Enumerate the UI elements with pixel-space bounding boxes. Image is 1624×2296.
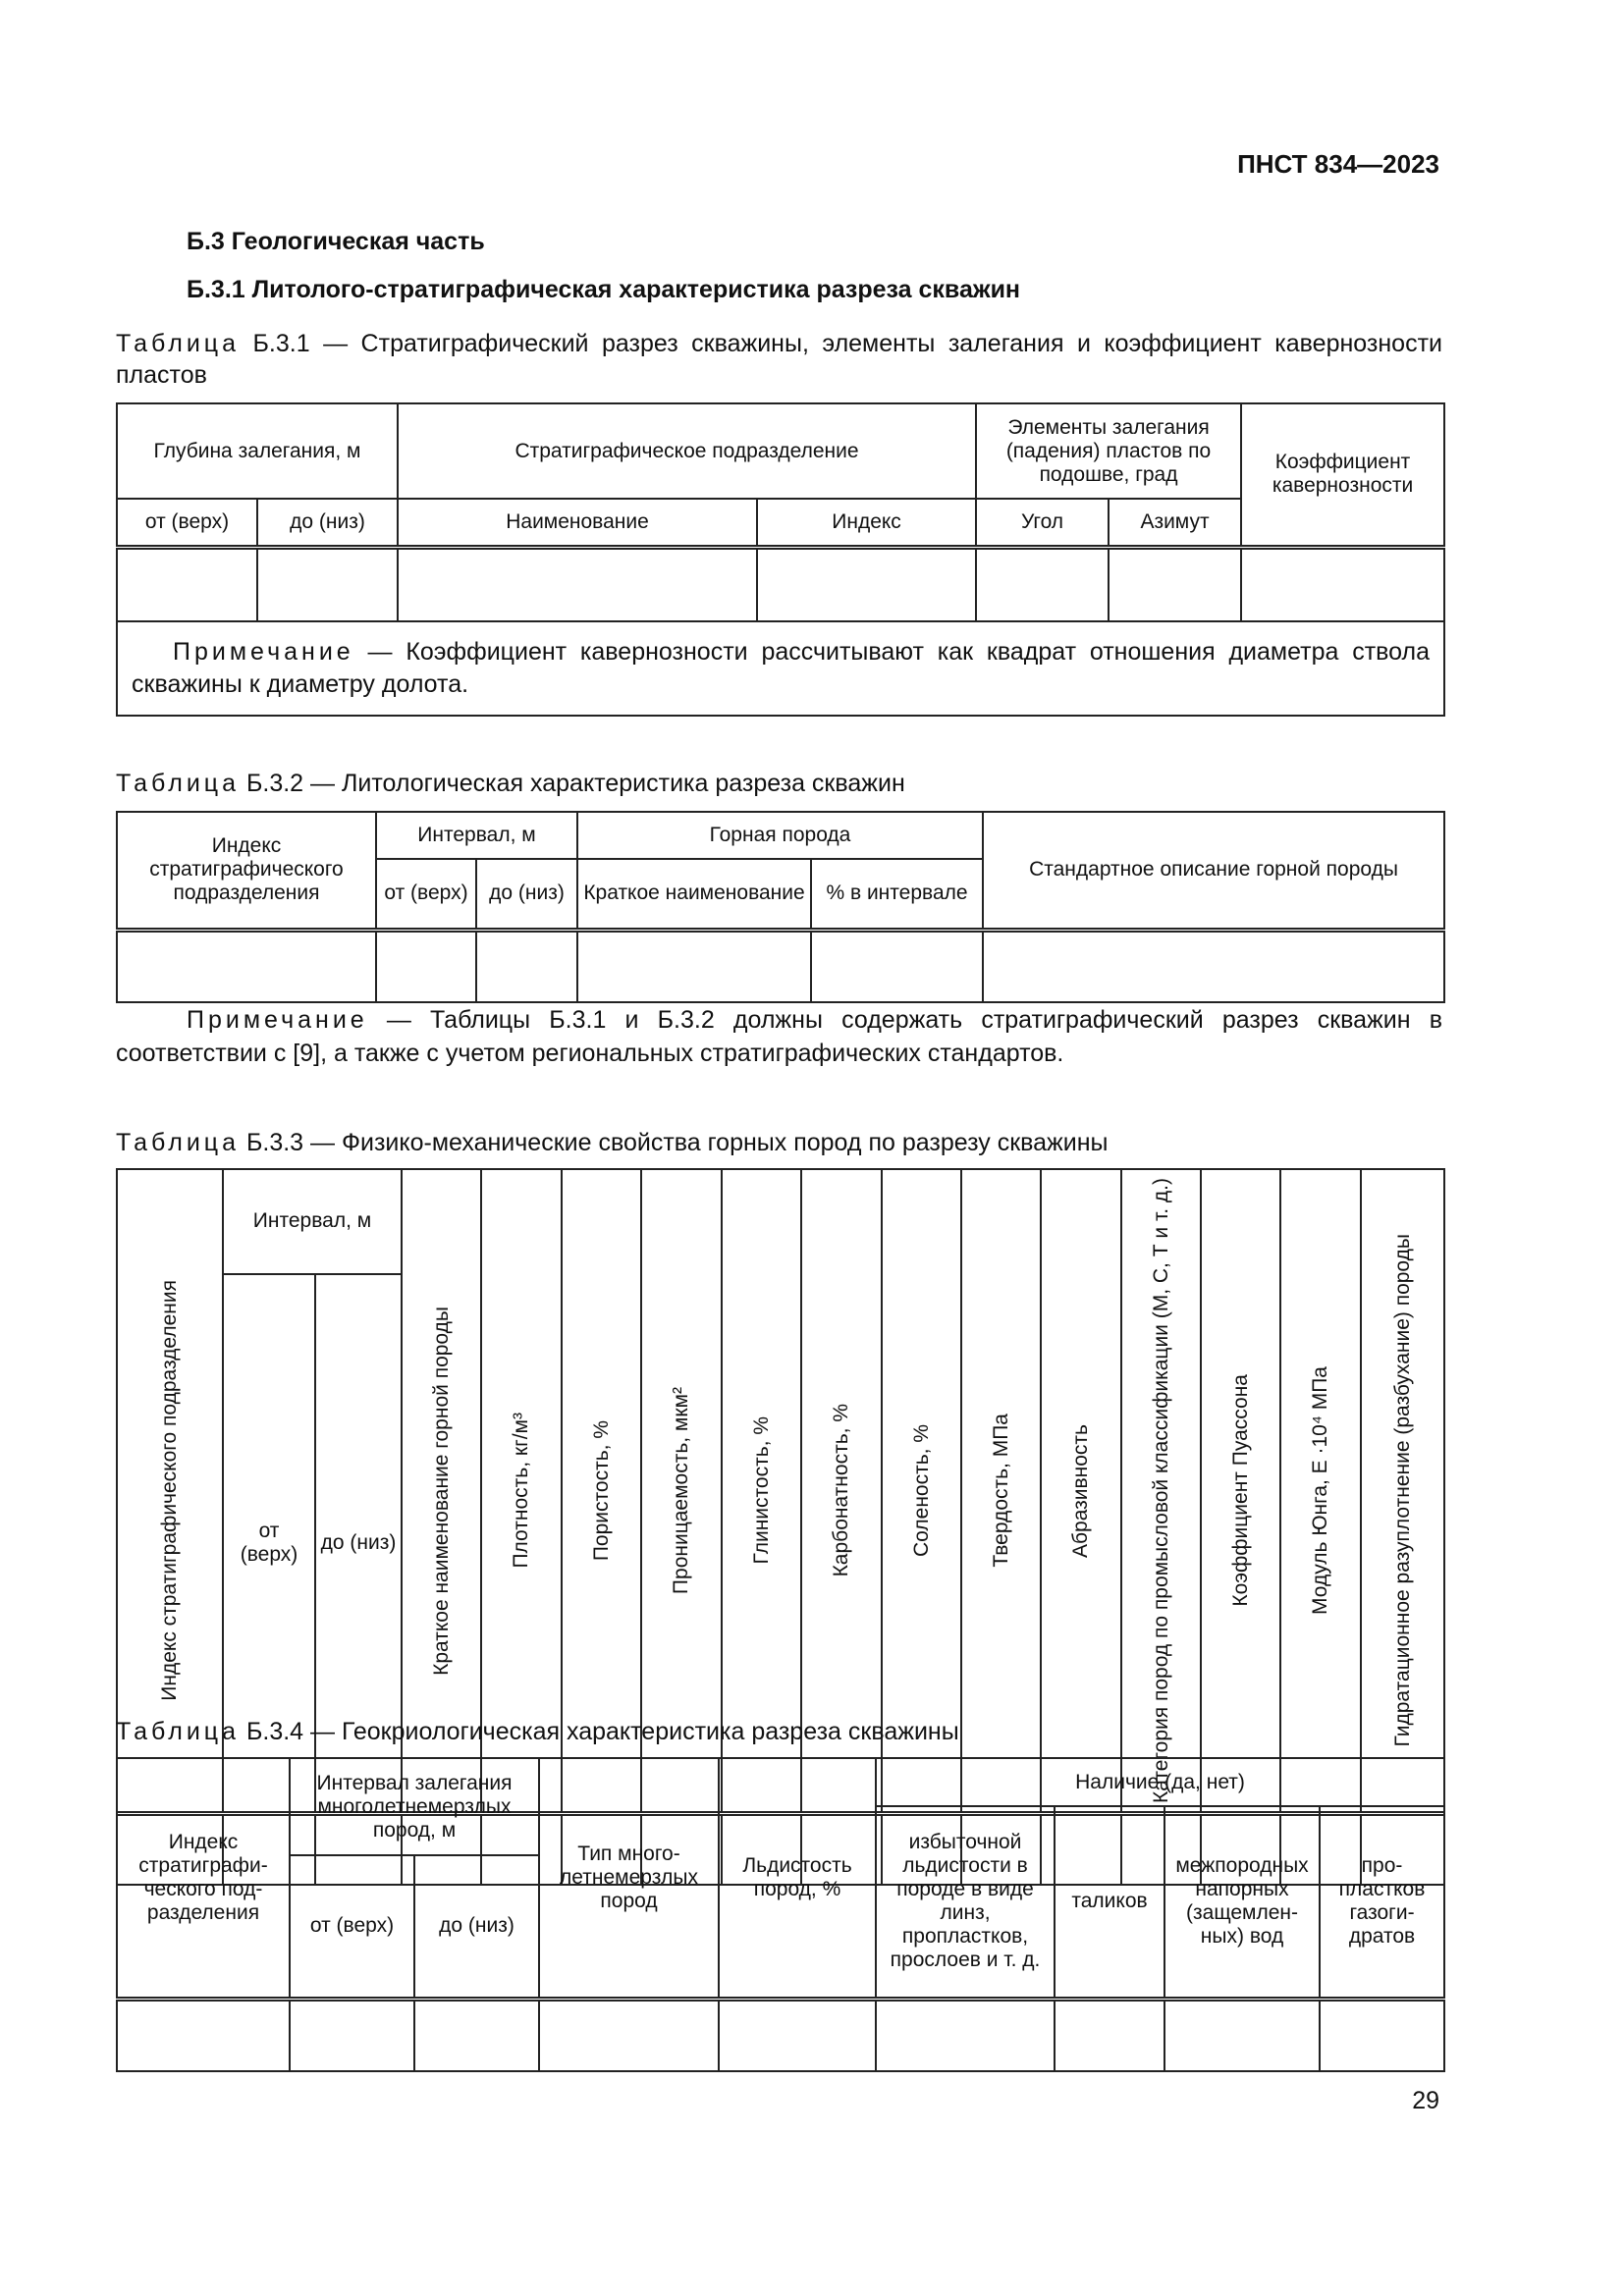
header-bedding-elements: Элементы залегания (падения) пластов по подошве, град [976, 403, 1241, 499]
header-from: от (верх) [376, 859, 476, 930]
table1-note [117, 621, 1444, 716]
header-interval: Интервал, м [223, 1169, 402, 1274]
tables-note [116, 1003, 1442, 1070]
header-percent-in-interval: % в интервале [811, 859, 983, 930]
table3-caption-word: Таблица [116, 1129, 241, 1156]
table1-note-word: Примечание [173, 638, 354, 666]
table-cell [983, 930, 1444, 1002]
header-strat-index: Индекс стратиграфического подразделения [117, 1169, 223, 1814]
table4-caption [116, 1716, 1442, 1747]
header-ice-content: Льдистость пород, % [719, 1758, 876, 1999]
table-b34 [116, 1757, 1445, 2072]
table-cell [398, 547, 757, 621]
header-to: до (низ) [257, 499, 398, 547]
note2-word: Примечание [187, 1006, 368, 1034]
header-from: от (верх) [290, 1855, 414, 1999]
header-carbonate-content: Карбонатность, % [801, 1169, 882, 1814]
header-short-name: Краткое наименование [577, 859, 811, 930]
header-permeability: Проницаемость, мкм² [641, 1169, 722, 1814]
table-cell [476, 930, 577, 1002]
header-strat-index: Индекс стратиграфического подразделения [117, 812, 376, 930]
table-cell [876, 1999, 1055, 2071]
table2-caption-text: Б.3.2 — Литологическая характеристика разреза скважин [245, 770, 905, 797]
header-gas-hydrates: пропластков газогидратов [1320, 1806, 1444, 1999]
header-rock: Горная порода [577, 812, 983, 859]
header-to: до (низ) [476, 859, 577, 930]
table-cell [719, 1999, 876, 2071]
table4-caption-text: Б.3.4 — Геокриологическая характеристика разреза скважины [245, 1718, 959, 1745]
table-cell [1241, 547, 1444, 621]
table3-caption-text: Б.3.3 — Физико-механические свойства горных пород по разрезу скважины [245, 1129, 1109, 1156]
section-heading-b3: Б.3 Геологическая часть [187, 228, 485, 255]
table1-caption-text: Б.3.1 — Стратиграфический разрез скважины, элементы залегания и коэффициент кавернозности пластов [116, 330, 1442, 389]
header-young-modulus: Модуль Юнга, Е ·10⁴ МПа [1280, 1169, 1361, 1814]
table1-note-text: — Коэффициент кавернозности рассчитывают как квадрат отношения диаметра ствола скважины к диаметру долота. [132, 638, 1431, 698]
table1-caption [116, 328, 1442, 391]
table-cell [976, 547, 1109, 621]
note2-text: — Таблицы Б.3.1 и Б.3.2 должны содержать стратиграфический разрез скважин в соответствии с [9], а также с учетом региональных стратиграфических стандартов. [116, 1006, 1442, 1067]
header-presence: Наличие (да, нет) [876, 1758, 1444, 1806]
table-cell [1109, 547, 1241, 621]
header-pressure-waters: межпородных напорных (защемленных) вод [1164, 1806, 1320, 1999]
header-rock-category: Категория пород по промысловой классификации (М, С, Т и т. д.) [1121, 1169, 1201, 1814]
document-code: ПНСТ 834—2023 [1237, 149, 1439, 179]
header-name: Наименование [398, 499, 757, 547]
table-cell [117, 547, 257, 621]
table-cell [1055, 1999, 1164, 2071]
header-index: Индекс [757, 499, 976, 547]
header-hydration-swelling: Гидратационное разуплотнение (разбухание) породы [1361, 1169, 1444, 1814]
header-to: до (низ) [315, 1274, 402, 1814]
header-permafrost-interval: Интервал залегания многолетнемерзлых пород, м [290, 1758, 539, 1855]
header-strat-division: Стратиграфическое подразделение [398, 403, 976, 499]
header-hardness: Твердость, МПа [961, 1169, 1041, 1814]
table-b32 [116, 811, 1445, 1003]
header-density: Плотность, кг/м³ [481, 1169, 562, 1814]
header-azimuth: Азимут [1109, 499, 1241, 547]
table3-caption [116, 1127, 1442, 1158]
table-cell [117, 930, 376, 1002]
header-excess-ice: избыточной льдистости в породе в виде линз, пропластков, прослоев и т. д. [876, 1806, 1055, 1999]
header-permafrost-type: Тип многолетнемерзлых пород [539, 1758, 719, 1999]
header-angle: Угол [976, 499, 1109, 547]
table-cell [290, 1999, 414, 2071]
header-standard-description: Стандартное описание горной породы [983, 812, 1444, 930]
header-abrasiveness: Абразивность [1041, 1169, 1121, 1814]
table-cell [117, 1999, 290, 2071]
header-from: от (верх) [117, 499, 257, 547]
table-cell [1164, 1999, 1320, 2071]
table2-caption-word: Таблица [116, 770, 241, 797]
header-depth: Глубина залегания, м [117, 403, 398, 499]
header-porosity: Пористость, % [562, 1169, 641, 1814]
header-clay-content: Глинистость, % [722, 1169, 801, 1814]
header-taliks: таликов [1055, 1806, 1164, 1999]
header-salinity: Соленость, % [882, 1169, 961, 1814]
header-strat-index: Индекс стратиграфического подразделения [117, 1758, 290, 1999]
table1-caption-word: Таблица [116, 330, 241, 357]
header-from: от (верх) [223, 1274, 315, 1814]
header-interval: Интервал, м [376, 812, 577, 859]
header-short-rock-name: Краткое наименование горной породы [402, 1169, 481, 1814]
section-heading-b31: Б.3.1 Литолого-стратиграфическая характеристика разреза скважин [187, 276, 1021, 303]
table4-caption-word: Таблица [116, 1718, 241, 1745]
page-number: 29 [1412, 2087, 1439, 2114]
table-cell [1320, 1999, 1444, 2071]
table-cell [257, 547, 398, 621]
header-cavernosity-coefficient: Коэффициент кавернозности [1241, 403, 1444, 547]
table-cell [539, 1999, 719, 2071]
header-poisson-ratio: Коэффициент Пуассона [1201, 1169, 1280, 1814]
table-cell [757, 547, 976, 621]
table-cell [577, 930, 811, 1002]
table-cell [414, 1999, 539, 2071]
table-cell [376, 930, 476, 1002]
table2-caption [116, 768, 1442, 799]
table-cell [811, 930, 983, 1002]
table-b31 [116, 402, 1445, 717]
header-to: до (низ) [414, 1855, 539, 1999]
